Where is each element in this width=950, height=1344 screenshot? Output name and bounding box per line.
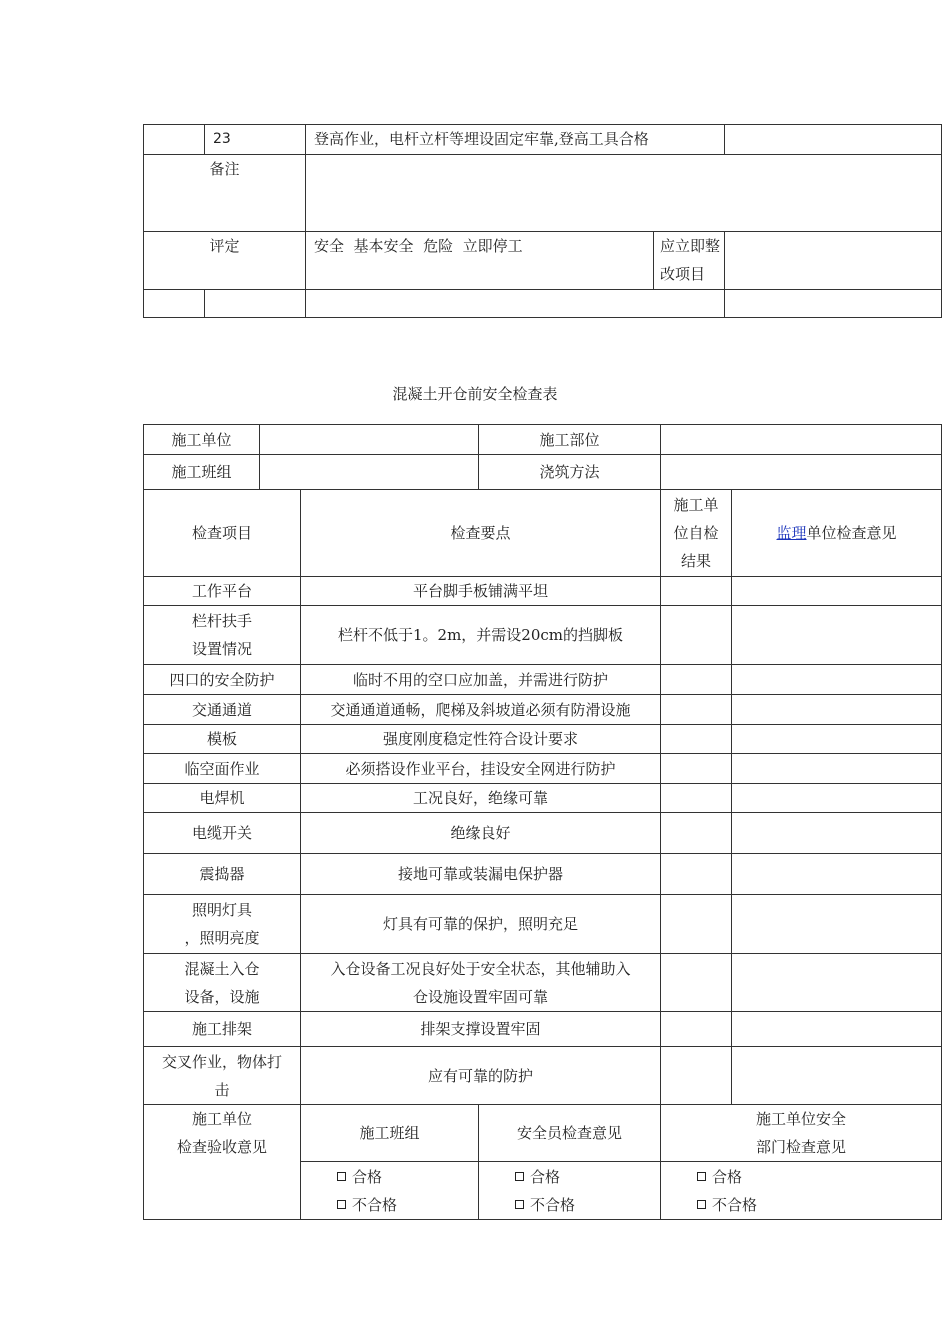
check-item <box>144 954 301 1012</box>
table-row <box>144 1012 942 1047</box>
check-item-line: 临空面作业 <box>184 759 260 778</box>
part-value[interactable] <box>661 425 942 455</box>
check-point-line: 强度刚度稳定性符合设计要求 <box>383 730 579 748</box>
self-check-result[interactable] <box>661 665 732 695</box>
dept-fail-label: 不合格 <box>712 1195 758 1214</box>
table-row <box>144 754 942 784</box>
check-item-line: 交叉作业，物体打 <box>161 1052 282 1071</box>
check-point <box>301 1047 661 1105</box>
check-item <box>144 695 301 725</box>
footer-dept-line1: 施工单位安全 <box>756 1110 847 1128</box>
table-row <box>144 665 942 695</box>
empty-cell <box>205 290 306 318</box>
self-check-line1: 施工单 <box>673 496 719 514</box>
check-item-line: 混凝土入仓 <box>184 959 260 978</box>
unit-label: 施工单位 <box>144 425 260 455</box>
checkbox-icon[interactable] <box>337 1172 346 1181</box>
dept-pass-option[interactable] <box>697 1163 937 1191</box>
check-point-line: 工况良好，绝缘可靠 <box>413 789 549 807</box>
check-point-line: 平台脚手板铺满平坦 <box>413 582 549 600</box>
check-point <box>301 665 661 695</box>
check-item-line: 施工排架 <box>191 1020 252 1038</box>
team-pass-label: 合格 <box>352 1167 383 1186</box>
check-item <box>144 665 301 695</box>
supervisor-opinion[interactable] <box>732 813 942 854</box>
page-title: 混凝土开仓前安全检查表 <box>392 385 558 403</box>
footer-label-line2: 检查验收意见 <box>176 1138 267 1156</box>
self-check-result[interactable] <box>661 895 732 954</box>
check-item <box>144 606 301 665</box>
check-point-line: 必须搭设作业平台，挂设安全网进行防护 <box>345 759 616 778</box>
check-item-line: 电焊机 <box>199 789 245 807</box>
supervisor-opinion[interactable] <box>732 665 942 695</box>
check-item <box>144 725 301 754</box>
self-check-result[interactable] <box>661 1012 732 1047</box>
dept-opinion <box>661 1162 942 1220</box>
team-fail-label: 不合格 <box>352 1195 398 1214</box>
self-check-result[interactable] <box>661 754 732 784</box>
row23-number: 23 <box>205 125 306 155</box>
check-point-line: 排架支撑设置牢固 <box>420 1020 541 1038</box>
check-item-line: 四口的安全防护 <box>169 670 275 689</box>
table-row <box>144 725 942 754</box>
team-value[interactable] <box>260 455 479 490</box>
check-item-line: 照明灯具 <box>191 901 252 919</box>
team-fail-option[interactable] <box>337 1191 474 1219</box>
supervisor-opinion[interactable] <box>732 1012 942 1047</box>
checkbox-icon[interactable] <box>515 1200 524 1209</box>
supervisor-opinion[interactable] <box>732 577 942 606</box>
check-item-line: 交通通道 <box>191 700 252 719</box>
checkbox-icon[interactable] <box>697 1172 706 1181</box>
footer-dept-line2: 部门检查意见 <box>756 1138 847 1156</box>
team-opinion <box>301 1162 479 1220</box>
method-value[interactable] <box>661 455 942 490</box>
self-check-result[interactable] <box>661 606 732 665</box>
check-item-line: 模板 <box>206 730 237 748</box>
remarks-label: 备注 <box>144 155 306 232</box>
supervisor-opinion[interactable] <box>732 854 942 895</box>
dept-pass-label: 合格 <box>712 1167 743 1186</box>
rectify-label-line1: 应立即整 <box>660 237 721 255</box>
checkbox-icon[interactable] <box>515 1172 524 1181</box>
check-item <box>144 1047 301 1105</box>
col-header-supervisor <box>732 490 942 577</box>
check-item <box>144 895 301 954</box>
check-item-line: 工作平台 <box>191 582 252 600</box>
empty-cell <box>306 290 725 318</box>
self-check-result[interactable] <box>661 1047 732 1105</box>
self-check-result[interactable] <box>661 854 732 895</box>
check-point-line: 临时不用的空口应加盖，并需进行防护 <box>353 670 609 689</box>
info-table <box>143 424 942 490</box>
officer-fail-option[interactable] <box>515 1191 656 1219</box>
check-point-line: 接地可靠或装漏电保护器 <box>398 865 564 883</box>
footer-safety-officer: 安全员检查意见 <box>479 1105 661 1162</box>
supervisor-opinion[interactable] <box>732 695 942 725</box>
officer-pass-label: 合格 <box>530 1167 561 1186</box>
supervisor-opinion[interactable] <box>732 725 942 754</box>
check-item <box>144 577 301 606</box>
check-item <box>144 813 301 854</box>
team-pass-option[interactable] <box>337 1163 474 1191</box>
team-label: 施工班组 <box>144 455 260 490</box>
row23-blank <box>144 125 205 155</box>
part-label: 施工部位 <box>479 425 661 455</box>
footer-label-line1: 施工单位 <box>191 1110 252 1128</box>
supervisor-link[interactable]: 监理 <box>776 524 807 542</box>
check-point-line: 绝缘良好 <box>450 824 511 842</box>
empty-cell <box>144 290 205 318</box>
check-point <box>301 895 661 954</box>
self-check-result[interactable] <box>661 813 732 854</box>
table-row <box>144 606 942 665</box>
check-point-line: 交通通道通畅，爬梯及斜坡道必须有防滑设施 <box>330 700 631 719</box>
check-point-line: 仓设施设置牢固可靠 <box>413 987 549 1006</box>
supervisor-opinion[interactable] <box>732 895 942 954</box>
supervisor-opinion[interactable] <box>732 784 942 813</box>
table-row <box>144 813 942 854</box>
footer-team: 施工班组 <box>301 1105 479 1162</box>
table-row <box>144 1047 942 1105</box>
method-label: 浇筑方法 <box>479 455 661 490</box>
self-check-result[interactable] <box>661 695 732 725</box>
footer-dept <box>661 1105 942 1162</box>
check-point <box>301 854 661 895</box>
officer-fail-label: 不合格 <box>530 1195 576 1214</box>
check-point <box>301 784 661 813</box>
officer-pass-option[interactable] <box>515 1163 656 1191</box>
rectify-label <box>654 232 725 290</box>
check-item-line: 栏杆扶手 <box>191 612 252 630</box>
self-check-result[interactable] <box>661 784 732 813</box>
check-item-line: 电缆开关 <box>191 824 252 842</box>
supervisor-opinion[interactable] <box>732 606 942 665</box>
top-table <box>143 124 942 318</box>
checkbox-icon[interactable] <box>697 1200 706 1209</box>
table-row <box>144 954 942 1012</box>
officer-opinion <box>479 1162 661 1220</box>
check-item <box>144 784 301 813</box>
check-point <box>301 606 661 665</box>
check-point <box>301 695 661 725</box>
check-item <box>144 754 301 784</box>
self-check-result[interactable] <box>661 577 732 606</box>
table-row <box>144 854 942 895</box>
footer-label <box>144 1105 301 1220</box>
check-point <box>301 954 661 1012</box>
check-point-line: 入仓设备工况良好处于安全状态，其他辅助入 <box>330 959 631 978</box>
rectify-value[interactable] <box>725 232 942 290</box>
check-point-line: 栏杆不低于1。2m，并需设20cm的挡脚板 <box>337 626 624 644</box>
col-header-points: 检查要点 <box>301 490 661 577</box>
check-point <box>301 1012 661 1047</box>
remarks-value[interactable] <box>306 155 942 232</box>
supervisor-opinion[interactable] <box>732 954 942 1012</box>
dept-fail-option[interactable] <box>697 1191 937 1219</box>
table-row <box>144 695 942 725</box>
check-item-line: 击 <box>214 1080 230 1099</box>
col-header-self-check <box>661 490 732 577</box>
table-row <box>144 577 942 606</box>
check-item-line: 设备，设施 <box>184 987 260 1006</box>
check-point <box>301 725 661 754</box>
check-point-line: 应有可靠的防护 <box>428 1066 534 1085</box>
inspection-table <box>143 489 942 1220</box>
self-check-line3: 结果 <box>681 552 712 570</box>
check-item <box>144 854 301 895</box>
checkbox-icon[interactable] <box>337 1200 346 1209</box>
rating-options[interactable] <box>306 232 654 290</box>
row23-content: 登高作业，电杆立杆等埋设固定牢靠,登高工具合格 <box>306 125 725 155</box>
check-point <box>301 754 661 784</box>
check-item-line: ，照明亮度 <box>184 929 260 947</box>
self-check-line2: 位自检 <box>673 524 719 542</box>
self-check-result[interactable] <box>661 954 732 1012</box>
check-item-line: 设置情况 <box>191 640 252 658</box>
rating-options-text: 安全 基本安全 危险 立即停工 <box>314 237 523 255</box>
check-item-line: 震捣器 <box>199 865 245 883</box>
table-row <box>144 895 942 954</box>
check-point <box>301 813 661 854</box>
self-check-result[interactable] <box>661 725 732 754</box>
unit-value[interactable] <box>260 425 479 455</box>
check-point <box>301 577 661 606</box>
table-row <box>144 784 942 813</box>
col-header-item: 检查项目 <box>144 490 301 577</box>
supervisor-opinion[interactable] <box>732 1047 942 1105</box>
supervisor-opinion[interactable] <box>732 754 942 784</box>
supervisor-rest: 单位检查意见 <box>806 524 897 542</box>
check-item <box>144 1012 301 1047</box>
check-point-line: 灯具有可靠的保护，照明充足 <box>383 915 579 933</box>
row23-result[interactable] <box>725 125 942 155</box>
empty-cell <box>725 290 942 318</box>
rectify-label-line2: 改项目 <box>660 265 706 283</box>
rating-label: 评定 <box>144 232 306 290</box>
